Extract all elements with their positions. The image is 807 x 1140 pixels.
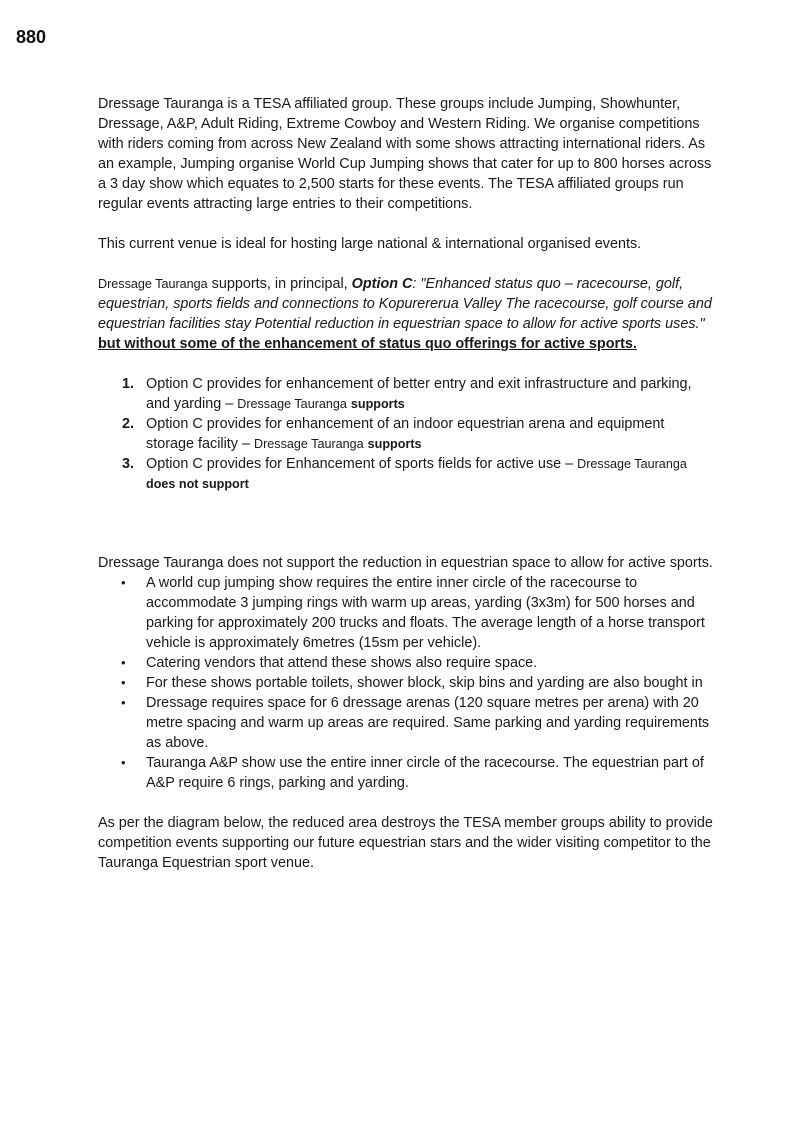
- option-number: 3.: [122, 456, 135, 472]
- option-text: Option C provides for enhancement of better entry and exit infrastructure and parking, and yarding –: [146, 376, 692, 412]
- option-text: Option C provides for Enhancement of sports fields for active use –: [146, 456, 578, 472]
- bullet-icon: •: [121, 655, 126, 670]
- list-item: [121, 653, 714, 673]
- list-item-text: A world cup jumping show requires the entire inner circle of the racecourse to accommodate 3 jumping rings with warm up areas, yarding (3x3m) for 500 horses and parking for approximately 200 trucks and floats. The average length of a horse transport vehicle is approximately 6metres (15sm per vehicle).: [146, 575, 705, 651]
- list-item-text: Dressage requires space for 6 dressage arenas (120 square metres per arena) with 20 metre spacing and warm up areas are required. Same parking and yarding requirements as above.: [146, 695, 710, 751]
- spacer: [98, 494, 714, 553]
- option-number: 2.: [122, 416, 135, 432]
- list-item: [121, 573, 714, 653]
- page-number: 880: [16, 27, 47, 47]
- bullet-icon: •: [121, 695, 126, 710]
- list-item-text: Catering vendors that attend these shows also require space.: [146, 655, 538, 671]
- support-org: Dressage Tauranga: [98, 277, 208, 291]
- option-item: [122, 454, 714, 494]
- venue-statement: This current venue is ideal for hosting large national & international organised events.: [98, 236, 642, 252]
- support-option-label: Option C: [351, 276, 413, 292]
- option-org: Dressage Tauranga: [253, 437, 364, 451]
- bullet-icon: •: [121, 755, 126, 770]
- option-org: Dressage Tauranga: [237, 397, 347, 411]
- support-statement: [98, 274, 714, 354]
- support-lead: supports, in principal,: [207, 276, 352, 292]
- option-org: Dressage Tauranga: [577, 457, 687, 471]
- reduction-statement: Dressage Tauranga does not support the reduction in equestrian space to allow for active sports.: [98, 555, 713, 571]
- option-number: 1.: [122, 376, 135, 392]
- support-quote: "Enhanced status quo – racecourse, golf, equestrian, sports fields and connections to Kopurererua Valley The racecourse, golf course and equestrian facilities stay Potential reduction in equestrian space to allow for active sports uses.": [98, 276, 712, 332]
- support-colon: :: [412, 276, 417, 292]
- option-verdict: supports: [350, 397, 405, 411]
- option-item: [122, 374, 714, 414]
- intro-paragraph: Dressage Tauranga is a TESA affiliated group. These groups include Jumping, Showhunter, Dressage, A&P, Adult Riding, Extreme Cowboy and Western Riding. We organise competitions with riders coming from across New Zealand with some shows attracting international riders. As an example, Jumping organise World Cup Jumping shows that cater for up to 800 horses across a 3 day show which equates to 2,500 starts for these events. The TESA affiliated groups run regular events attracting large entries to their competitions.: [98, 96, 712, 212]
- option-text: Option C provides for enhancement of an indoor equestrian arena and equipment storage facility –: [146, 416, 665, 452]
- list-item-text: Tauranga A&P show use the entire inner circle of the racecourse. The equestrian part of A&P require 6 rings, parking and yarding.: [146, 755, 704, 791]
- list-item: [121, 693, 714, 753]
- options-list: [98, 374, 714, 494]
- option-verdict: does not support: [146, 477, 249, 491]
- option-verdict: supports: [367, 437, 422, 451]
- option-item: [122, 414, 714, 454]
- bullet-icon: •: [121, 575, 126, 590]
- list-item: [121, 753, 714, 793]
- support-condition: but without some of the enhancement of status quo offerings for active sports.: [98, 336, 637, 352]
- document-body: [98, 94, 714, 873]
- closing-paragraph: As per the diagram below, the reduced area destroys the TESA member groups ability to provide competition events supporting our future equestrian stars and the wider visiting competitor to the Tauranga Equestrian sport venue.: [98, 815, 713, 871]
- bullet-icon: •: [121, 675, 126, 690]
- list-item-text: For these shows portable toilets, shower block, skip bins and yarding are also bought in: [146, 675, 703, 691]
- requirements-list: [98, 573, 714, 793]
- list-item: [121, 673, 714, 693]
